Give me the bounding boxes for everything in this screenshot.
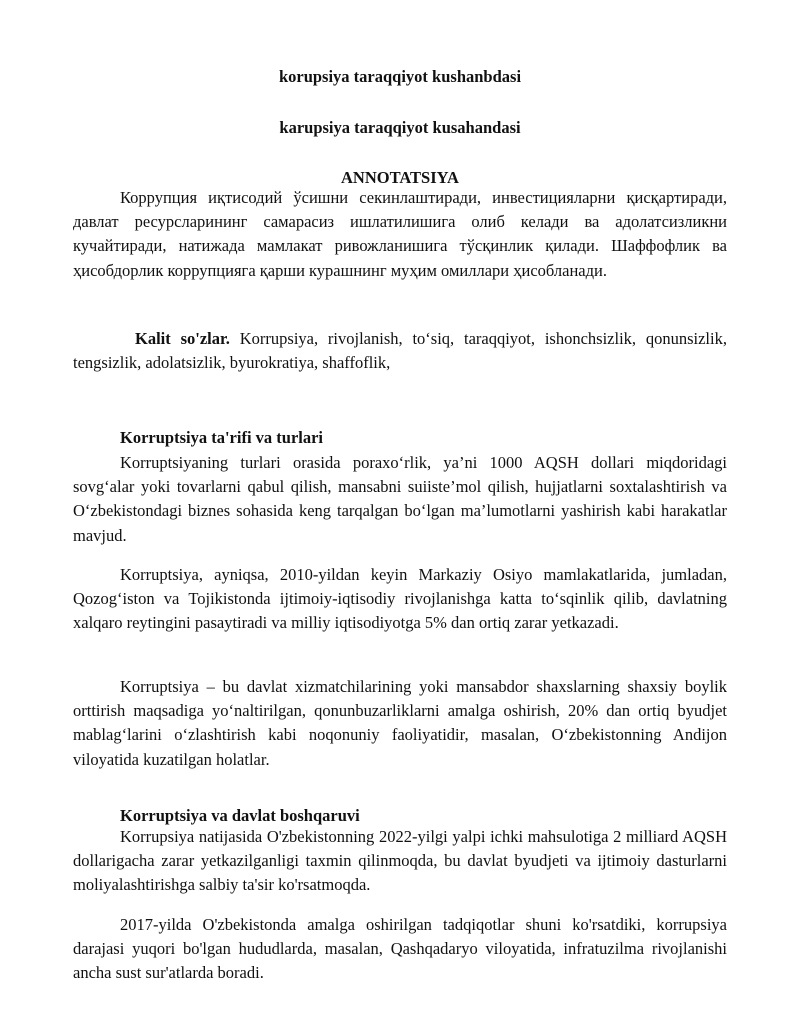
keywords-text: Korrupsiya, rivojlanish, to‘siq, taraqqiyot, ishonchsizlik, qonunsizlik, tengsizlik, adolatsizlik, byurokratiya, shaffoflik, [73,329,727,373]
section1-paragraph-3: Korruptsiya – bu davlat xizmatchilarining yoki mansabdor shaxslarning shaxsiy boylik orttirish maqsadiga yo‘naltirilgan, qonunbuzarliklarni amalga oshirish, 20% dan ortiq byudjet mablag‘larini o‘zlashtirish kabi noqonuniy faoliyatidir, masalan, O‘zbekistonning Andijon viloyatida kuzatilgan holatlar. [73,677,727,769]
keywords-label: Kalit so'zlar. [135,329,230,348]
section1-paragraph-1: Korruptsiyaning turlari orasida poraxo‘rlik, ya’ni 1000 AQSH dollari miqdoridagi sovg‘alar yoki tovarlarni qabul qilish, mansabni suiiste’mol qilish, hujjatlarni soxtalashtirish va O‘zbekistondagi biznes sohasida keng tarqalgan bo‘lgan ma’lumotlarni yashirish kabi harakatlar mavjud. [73,453,727,545]
annotation-paragraph: Коррупция иқтисодий ўсишни секинлаштиради, инвестицияларни қисқартиради, давлат ресурсларининг самарасиз ишлатилишига олиб келади ва адолатсизликни кучайтиради, натижада мамлакат ривожланишига тўсқинлик қилади. Шаффофлик ва ҳисобдорлик коррупцияга қарши курашнинг муҳим омиллари ҳисобланади. [73,188,727,280]
document-title: korupsiya taraqqiyot kushanbdasi [278,67,522,86]
section2-paragraph-1: Korrupsiya natijasida O'zbekistonning 2022-yilgi yalpi ichki mahsulotiga 2 milliard AQSH dollarigacha zarar yetkazilganligi taxmin qilinmoqda, bu davlat byudjeti va ijtimoiy dasturlarni moliyalashtirishga salbiy ta'sir ko'rsatmoqda. [73,827,727,895]
section-heading-definitions: Korruptsiya ta'rifi va turlari [120,428,324,447]
document-subtitle: karupsiya taraqqiyot kusahandasi [279,118,521,137]
section1-paragraph-2: Korruptsiya, ayniqsa, 2010-yildan keyin Markaziy Osiyo mamlakatlarida, jumladan, Qozog‘iston va Tojikistonda ijtimoiy-iqtisodiy rivojlanishga katta to‘sqinlik qilib, davlatning xalqaro reytingini pasaytiradi va milliy iqtisodiyotga 5% dan ortiq zarar yetkazadi. [73,565,727,633]
annotation-heading: ANNOTATSIYA [341,168,459,187]
section-heading-governance: Korruptsiya va davlat boshqaruvi [120,806,360,825]
keywords-paragraph [73,327,727,375]
section2-paragraph-2: 2017-yilda O'zbekistonda amalga oshirilgan tadqiqotlar shuni ko'rsatdiki, korrupsiya darajasi yuqori bo'lgan hududlarda, masalan, Qashqadaryo viloyatida, infratuzilma rivojlanishi ancha sust sur'atlarda boradi. [73,915,727,983]
